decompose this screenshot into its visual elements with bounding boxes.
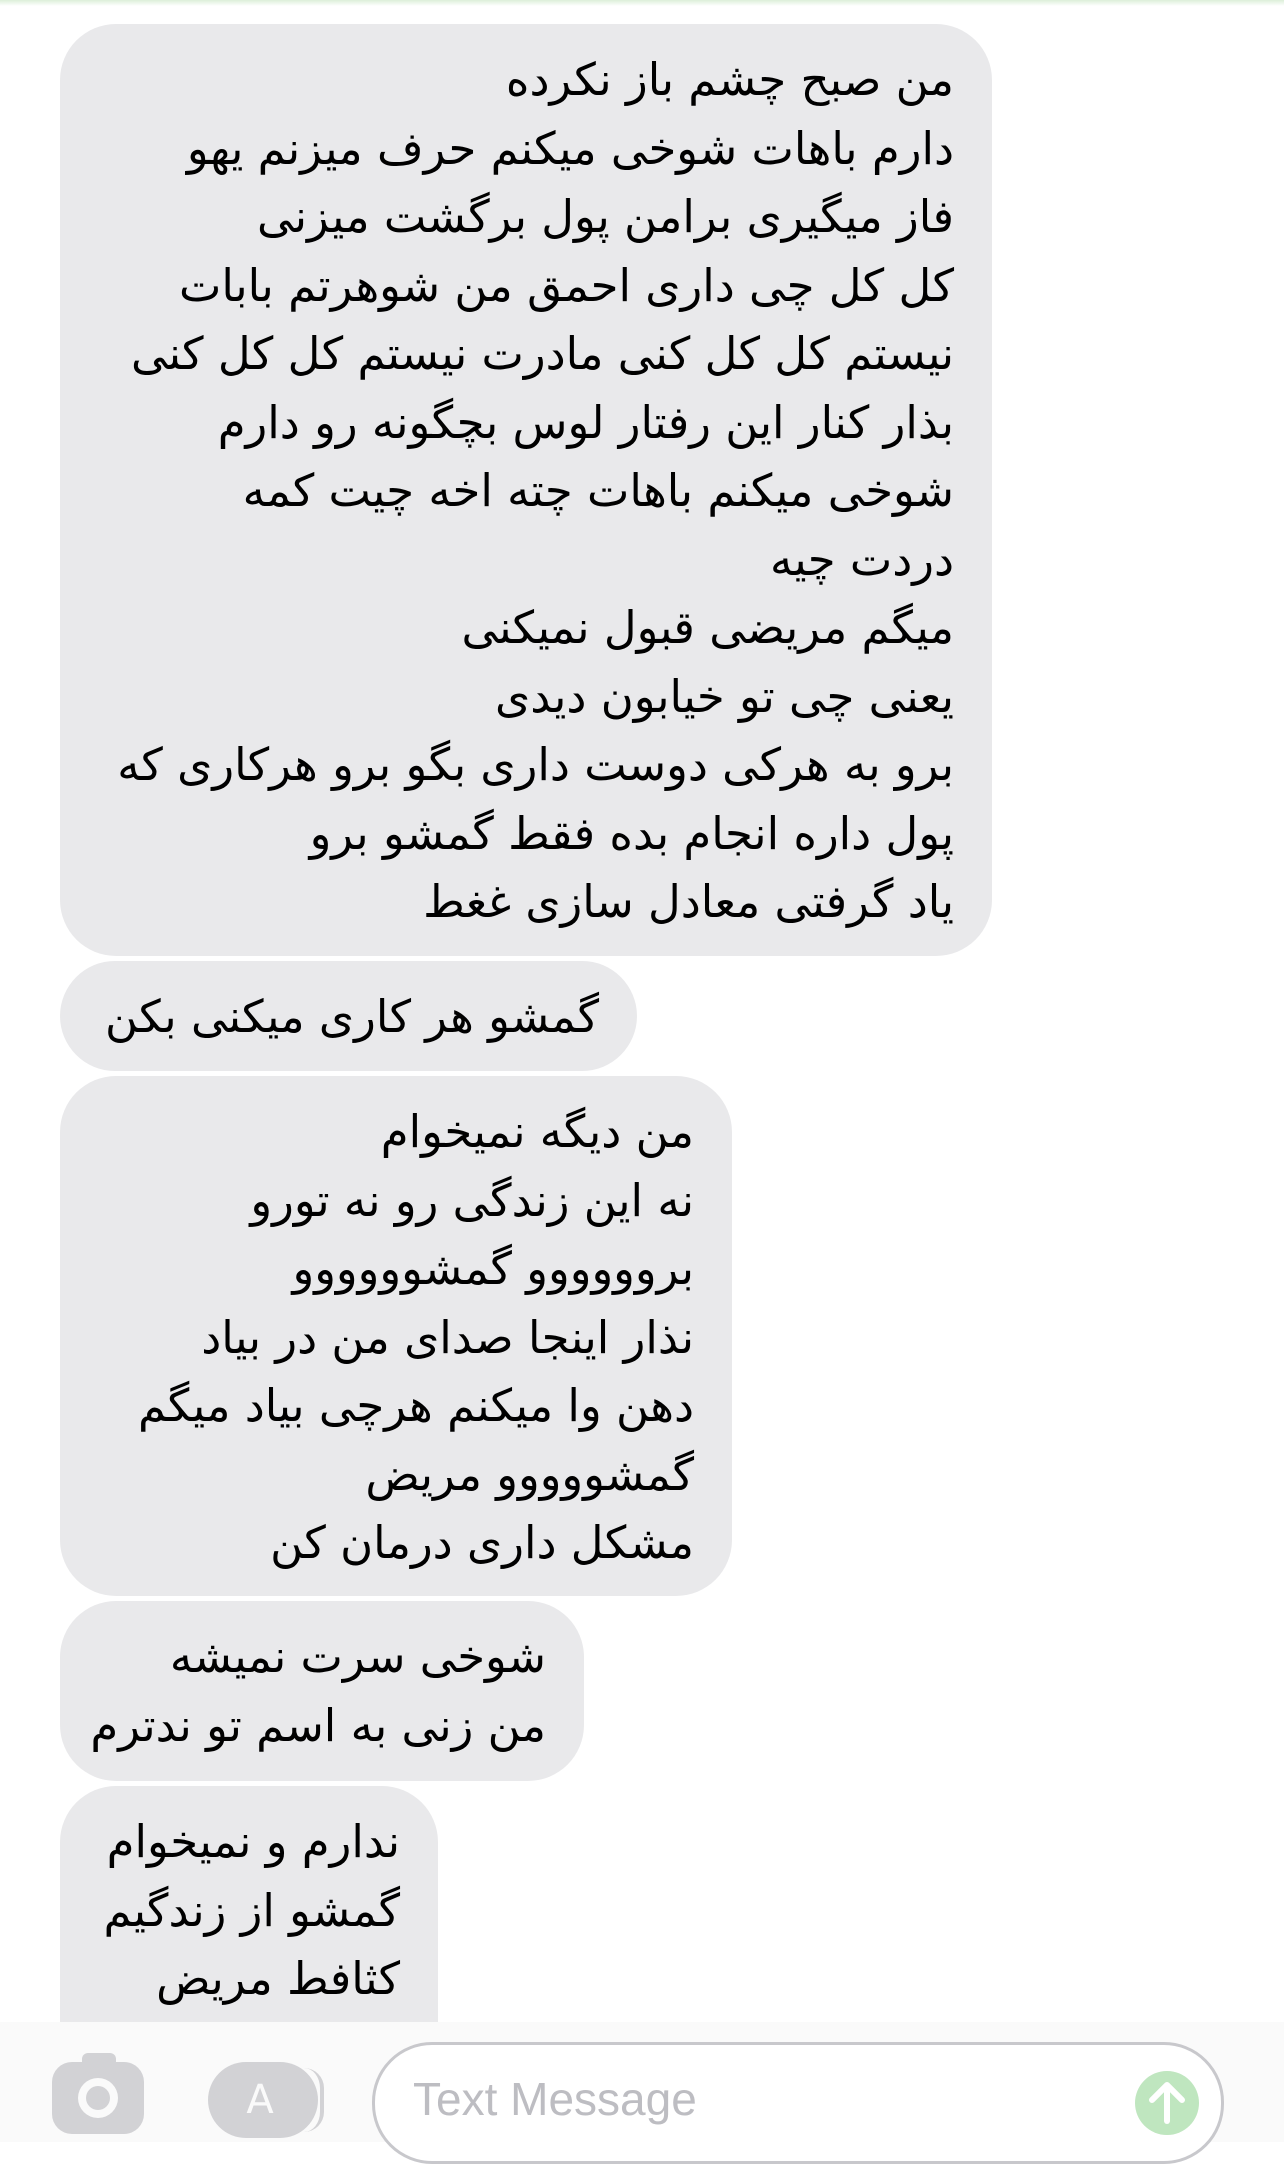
- message-bubble-received[interactable]: [60, 1076, 732, 1596]
- message-line: گمشو از زندگیم: [103, 1883, 400, 1937]
- message-line: فاز میگیری برامن پول برگشت میزنی: [257, 190, 954, 243]
- message-line: نه این زندگی رو نه تورو: [250, 1173, 694, 1227]
- message-composer-bar: [0, 2022, 1284, 2142]
- message-line: برو به هرکی دوست داری بگو برو هرکاری که: [117, 738, 954, 791]
- message-line: من دیگه نمیخوام: [380, 1105, 694, 1158]
- message-line: بروووووو گمشوووووو: [292, 1242, 694, 1295]
- message-line: من زنی به اسم تو ندترم: [90, 1698, 546, 1752]
- apps-button-edge: [304, 2068, 324, 2132]
- message-line: کثافط مریض: [156, 1952, 400, 2005]
- message-line: ندارم و نمیخوام: [106, 1815, 400, 1868]
- message-line: پول داره انجام بده فقط گمشو برو: [309, 806, 954, 860]
- apps-button[interactable]: [208, 2062, 318, 2138]
- message-line: گمشو هر کاری میکنی بکن: [105, 990, 599, 1043]
- message-line: میگم مریضی قبول نمیکنی: [461, 601, 954, 654]
- message-line: مشکل داری درمان کن: [270, 1516, 694, 1569]
- message-line: یاد گرفتی معادل سازی غغط: [423, 875, 954, 928]
- message-bubble-received[interactable]: [60, 1601, 584, 1781]
- arrow-up-icon: [1135, 2071, 1199, 2135]
- message-line: یعنی چی تو خیابون دیدی: [495, 669, 954, 723]
- message-bubble-received[interactable]: [60, 24, 992, 956]
- message-bubble-received[interactable]: [60, 961, 637, 1071]
- message-line: نیستم کل کل کنی مادرت نیستم کل کل کنی: [131, 327, 954, 380]
- app-store-icon: A: [246, 2077, 274, 2123]
- message-line: کل کل چی داری احمق من شوهرتم بابات: [179, 258, 954, 312]
- message-line: شوخی سرت نمیشه: [169, 1630, 546, 1683]
- message-line: شوخی میکنم باهات چته اخه چیت کمه: [242, 464, 954, 517]
- send-button[interactable]: [1135, 2071, 1199, 2135]
- message-bubble-received[interactable]: [60, 1786, 438, 2022]
- message-line: من صبح چشم باز نکرده: [505, 53, 954, 106]
- message-input-placeholder: Text Message: [413, 2073, 697, 2125]
- camera-button[interactable]: [52, 2062, 144, 2134]
- message-line: دردت چیه: [770, 532, 954, 586]
- camera-lens-center: [86, 2086, 110, 2110]
- message-line: گمشووووو مریض: [365, 1447, 694, 1501]
- message-line: نذار اینجا صدای من در بیاد: [201, 1310, 694, 1364]
- camera-lens: [78, 2078, 118, 2118]
- message-line: بذار کنار این رفتار لوس بچگونه رو دارم: [217, 395, 954, 449]
- camera-icon: [82, 2053, 116, 2067]
- message-line: دارم باهات شوخی میکنم حرف میزنم یهو: [186, 121, 954, 175]
- message-line: دهن وا میکنم هرچی بیاد میگم: [137, 1379, 694, 1432]
- message-input[interactable]: [372, 2042, 1224, 2164]
